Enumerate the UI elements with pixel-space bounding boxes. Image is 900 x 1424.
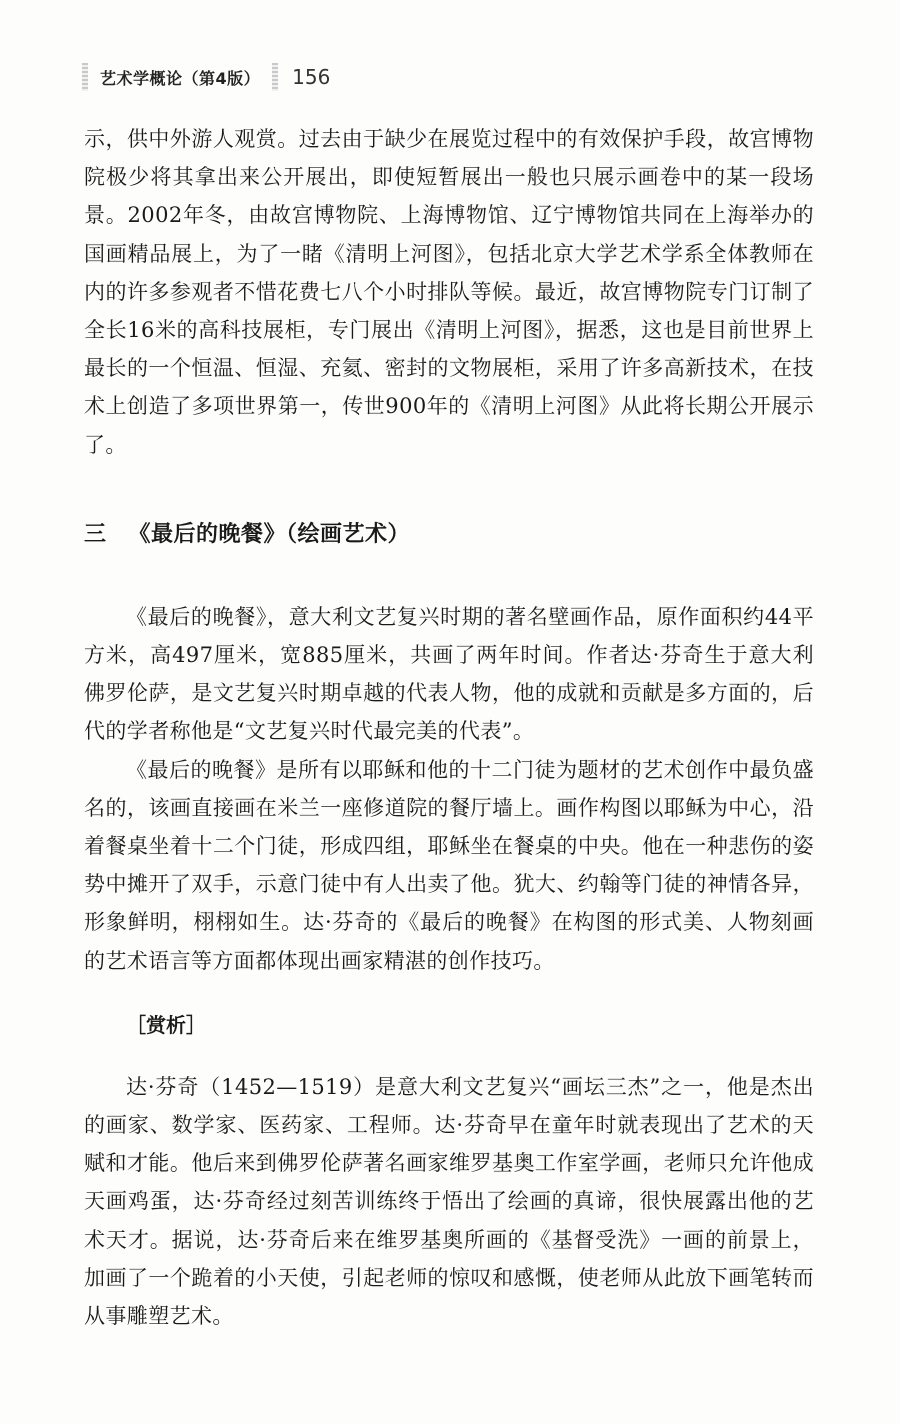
running-head (82, 62, 330, 92)
paragraph-appreciation: 达·芬奇（1452—1519）是意大利文艺复兴“画坛三杰”之一，他是杰出的画家、数学家、医药家、工程师。达·芬奇早在童年时就表现出了艺术的天赋和才能。他后来到佛罗伦萨著名画家维罗基奥工作室学画，老师只允许他成天画鸡蛋，达·芬奇经过刻苦训练终于悟出了绘画的真谛，很快展露出他的艺术天才。据说，达·芬奇后来在维罗基奥所画的《基督受洗》一画的前景上，加画了一个跪着的小天使，引起老师的惊叹和感慨，使老师从此放下画笔转而从事雕塑艺术。 (84, 1074, 814, 1329)
paragraph-continued: 示，供中外游人观赏。过去由于缺少在展览过程中的有效保护手段，故宫博物院极少将其拿出来公开展出，即使短暂展出一般也只展示画卷中的某一段场景。2002年冬，由故宫博物院、上海博物馆、辽宁博物馆共同在上海举办的国画精品展上，为了一睹《清明上河图》，包括北京大学艺术学系全体教师在内的许多参观者不惜花费七八个小时排队等候。最近，故宫博物院专门订制了全长16米的高科技展柜，专门展出《清明上河图》，据悉，这也是目前世界上最长的一个恒温、恒湿、充氦、密封的文物展柜，采用了许多高新技术，在技术上创造了多项世界第一，传世900年的《清明上河图》从此将长期公开展示了。 (84, 127, 814, 457)
header-ornament-left (82, 63, 88, 91)
paragraph-intro: 《最后的晚餐》，意大利文艺复兴时期的著名壁画作品，原作面积约44平方米，高497厘米，宽885厘米，共画了两年时间。作者达·芬奇生于意大利佛罗伦萨，是文艺复兴时期卓越的代表人物，他的成就和贡献是多方面的，后代的学者称他是“文艺复兴时代最完美的代表”。 (84, 604, 814, 744)
header-ornament-right (272, 63, 278, 91)
section-number: 三 (84, 521, 107, 547)
page-content (84, 120, 814, 1335)
paragraph-description: 《最后的晚餐》是所有以耶稣和他的十二门徒为题材的艺术创作中最负盛名的，该画直接画在米兰一座修道院的餐厅墙上。画作构图以耶稣为中心，沿着餐桌坐着十二个门徒，形成四组，耶稣坐在餐桌的中央。他在一种悲伤的姿势中摊开了双手，示意门徒中有人出卖了他。犹大、约翰等门徒的神情各异，形象鲜明，栩栩如生。达·芬奇的《最后的晚餐》在构图的形式美、人物刻画的艺术语言等方面都体现出画家精湛的创作技巧。 (84, 757, 814, 973)
subsection-heading: ［赏析］ (126, 1012, 206, 1037)
page-number: 156 (292, 65, 331, 89)
section-heading (84, 516, 814, 554)
section-title: 《最后的晚餐》（绘画艺术） (128, 521, 411, 547)
book-title: 艺术学概论（第4版） (100, 68, 261, 88)
